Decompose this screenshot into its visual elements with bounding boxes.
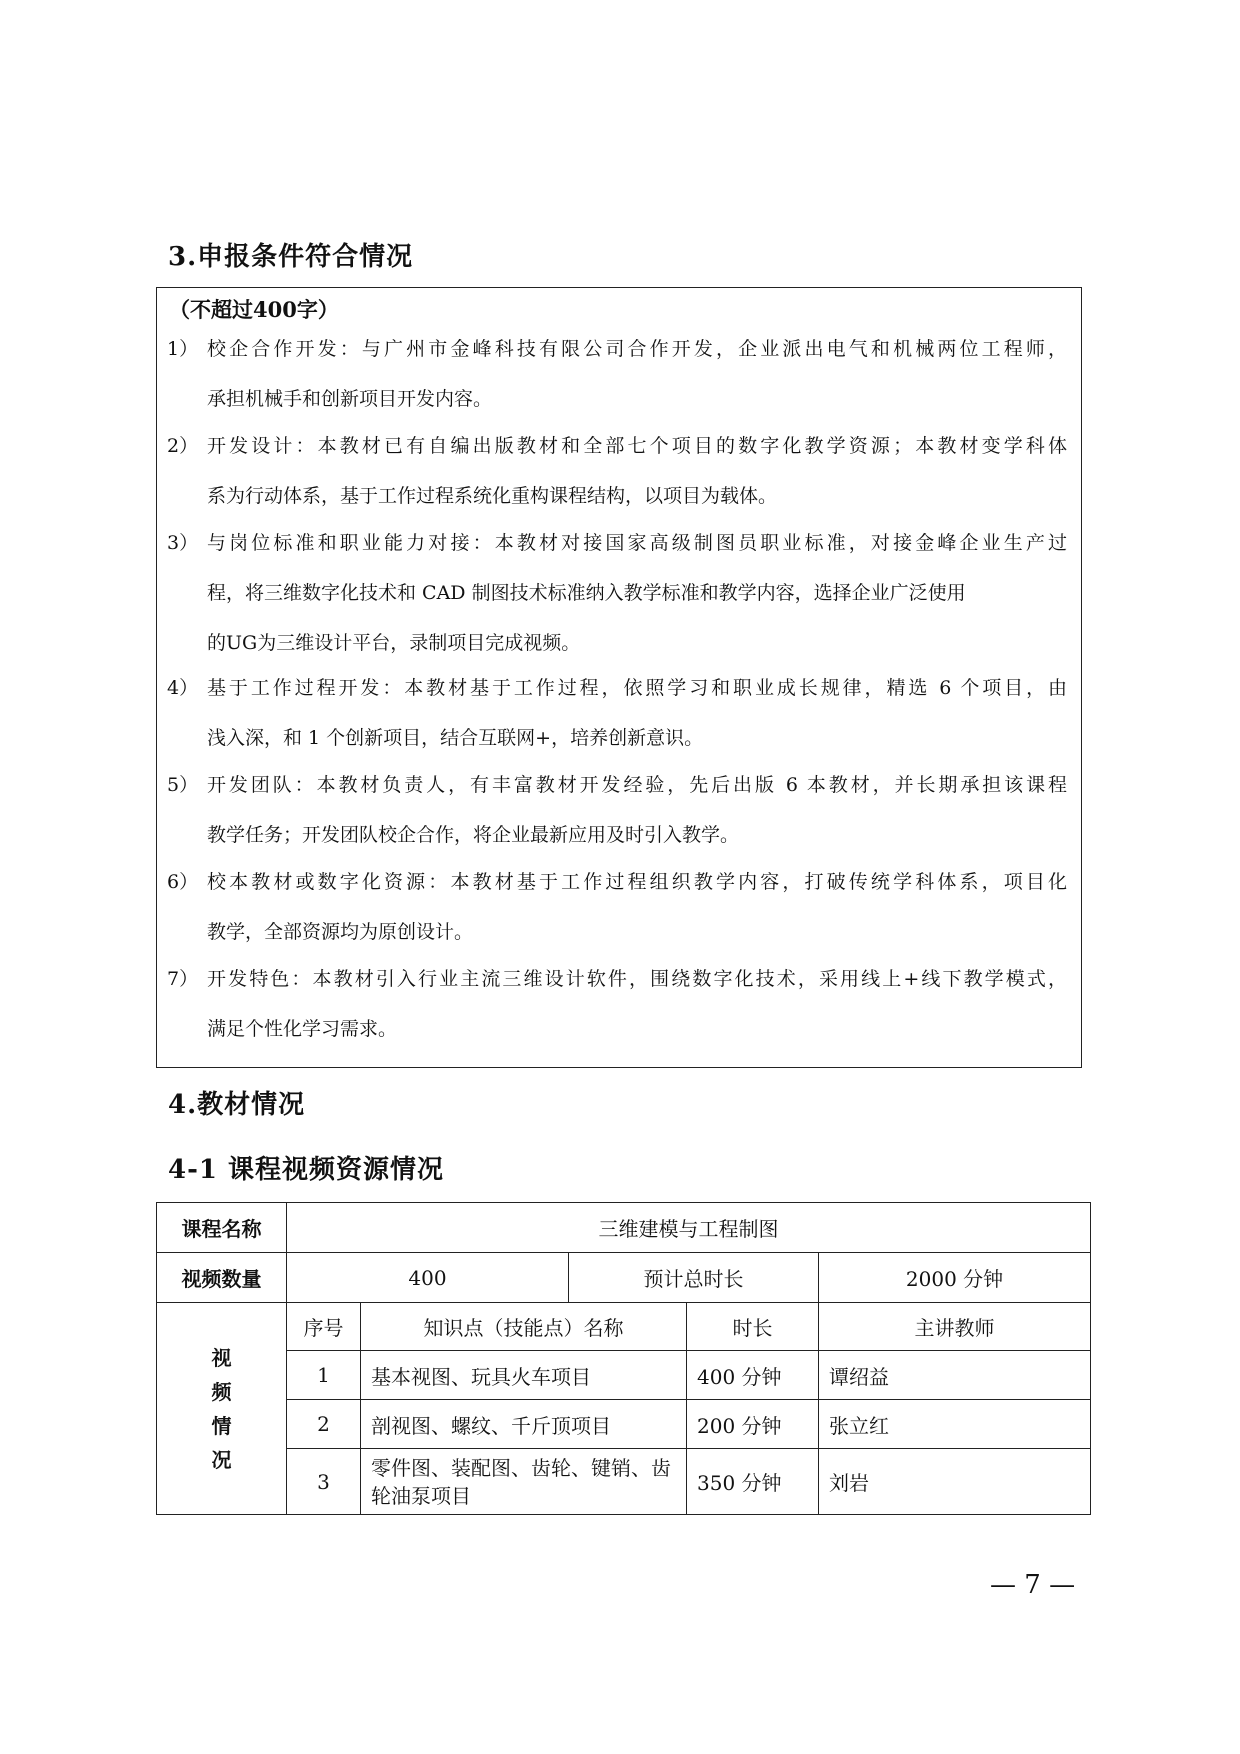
- course-name-label: 课程名称: [157, 1203, 287, 1253]
- condition-item: [167, 324, 1067, 424]
- row-seq: 3: [287, 1449, 361, 1515]
- item-text-line1: 基于工作过程开发：本教材基于工作过程，依照学习和职业成长规律，精选 6 个项目，由: [207, 677, 1067, 699]
- condition-item: [167, 954, 1067, 1054]
- item-number: 3）: [167, 532, 199, 554]
- header-seq: 序号: [287, 1303, 361, 1351]
- condition-item: [167, 421, 1067, 521]
- section-4-1-title: 4-1 课程视频资源情况: [168, 1155, 445, 1185]
- section-4-title: 4.教材情况: [168, 1090, 306, 1120]
- total-duration-value: 2000 分钟: [819, 1253, 1091, 1303]
- total-duration-label: 预计总时长: [569, 1253, 819, 1303]
- conditions-box: [156, 287, 1082, 1068]
- row-topic: 零件图、装配图、齿轮、键销、齿轮油泵项目: [361, 1449, 687, 1515]
- row-seq: 1: [287, 1351, 361, 1400]
- item-number: 4）: [167, 677, 199, 699]
- video-situation-label: 视 频 情 况: [157, 1303, 287, 1515]
- item-text-line1: 校本教材或数字化资源：本教材基于工作过程组织教学内容，打破传统学科体系，项目化: [207, 871, 1067, 893]
- video-header-row: [157, 1303, 1091, 1351]
- video-count-row: [157, 1253, 1091, 1303]
- header-teacher: 主讲教师: [819, 1303, 1091, 1351]
- item-text-line1: 开发团队：本教材负责人，有丰富教材开发经验，先后出版 6 本教材，并长期承担该课程: [207, 774, 1067, 796]
- item-text-line2: 满足个性化学习需求。: [207, 1018, 398, 1040]
- item-text-line2: 浅入深，和 1 个创新项目，结合互联网+，培养创新意识。: [207, 727, 704, 749]
- row-teacher: 张立红: [819, 1400, 1091, 1449]
- course-name-value: 三维建模与工程制图: [287, 1203, 1091, 1253]
- item-text-line1: 与岗位标准和职业能力对接：本教材对接国家高级制图员职业标准，对接金峰企业生产过: [207, 532, 1067, 554]
- row-length: 200 分钟: [687, 1400, 819, 1449]
- item-text-line1: 开发特色：本教材引入行业主流三维设计软件，围绕数字化技术，采用线上+线下教学模式，: [207, 968, 1067, 990]
- video-count-value: 400: [287, 1253, 569, 1303]
- video-resource-table: [156, 1202, 1091, 1515]
- item-text-line1: 开发设计：本教材已有自编出版教材和全部七个项目的数字化教学资源；本教材变学科体: [207, 435, 1067, 457]
- word-limit-note: （不超过400字）: [169, 297, 339, 322]
- section-3-title: 3.申报条件符合情况: [168, 242, 414, 272]
- item-text-line2: 系为行动体系，基于工作过程系统化重构课程结构，以项目为载体。: [207, 485, 778, 507]
- row-teacher: 谭绍益: [819, 1351, 1091, 1400]
- item-text-line2: 程，将三维数字化技术和 CAD 制图技术标准纳入教学标准和教学内容，选择企业广泛使用: [207, 582, 966, 604]
- item-number: 6）: [167, 871, 199, 893]
- video-count-label: 视频数量: [157, 1253, 287, 1303]
- header-length: 时长: [687, 1303, 819, 1351]
- item-text-line2: 教学任务；开发团队校企合作，将企业最新应用及时引入教学。: [207, 824, 740, 846]
- row-seq: 2: [287, 1400, 361, 1449]
- item-number: 5）: [167, 774, 199, 796]
- item-number: 7）: [167, 968, 199, 990]
- item-text-line2: 承担机械手和创新项目开发内容。: [207, 388, 493, 410]
- condition-item: [167, 518, 1067, 668]
- item-text-line3: 的UG为三维设计平台，录制项目完成视频。: [207, 632, 581, 654]
- item-number: 2）: [167, 435, 199, 457]
- course-name-row: [157, 1203, 1091, 1253]
- row-length: 400 分钟: [687, 1351, 819, 1400]
- table-row: [157, 1449, 1091, 1515]
- page-number: — 7 —: [990, 1570, 1076, 1600]
- row-teacher: 刘岩: [819, 1449, 1091, 1515]
- header-topic: 知识点（技能点）名称: [361, 1303, 687, 1351]
- item-text-line1: 校企合作开发：与广州市金峰科技有限公司合作开发，企业派出电气和机械两位工程师，: [207, 338, 1067, 360]
- row-topic: 基本视图、玩具火车项目: [361, 1351, 687, 1400]
- condition-item: [167, 663, 1067, 763]
- table-row: [157, 1400, 1091, 1449]
- table-row: [157, 1351, 1091, 1400]
- row-topic: 剖视图、螺纹、千斤顶项目: [361, 1400, 687, 1449]
- condition-item: [167, 857, 1067, 957]
- item-number: 1）: [167, 338, 199, 360]
- condition-item: [167, 760, 1067, 860]
- item-text-line2: 教学，全部资源均为原创设计。: [207, 921, 474, 943]
- row-length: 350 分钟: [687, 1449, 819, 1515]
